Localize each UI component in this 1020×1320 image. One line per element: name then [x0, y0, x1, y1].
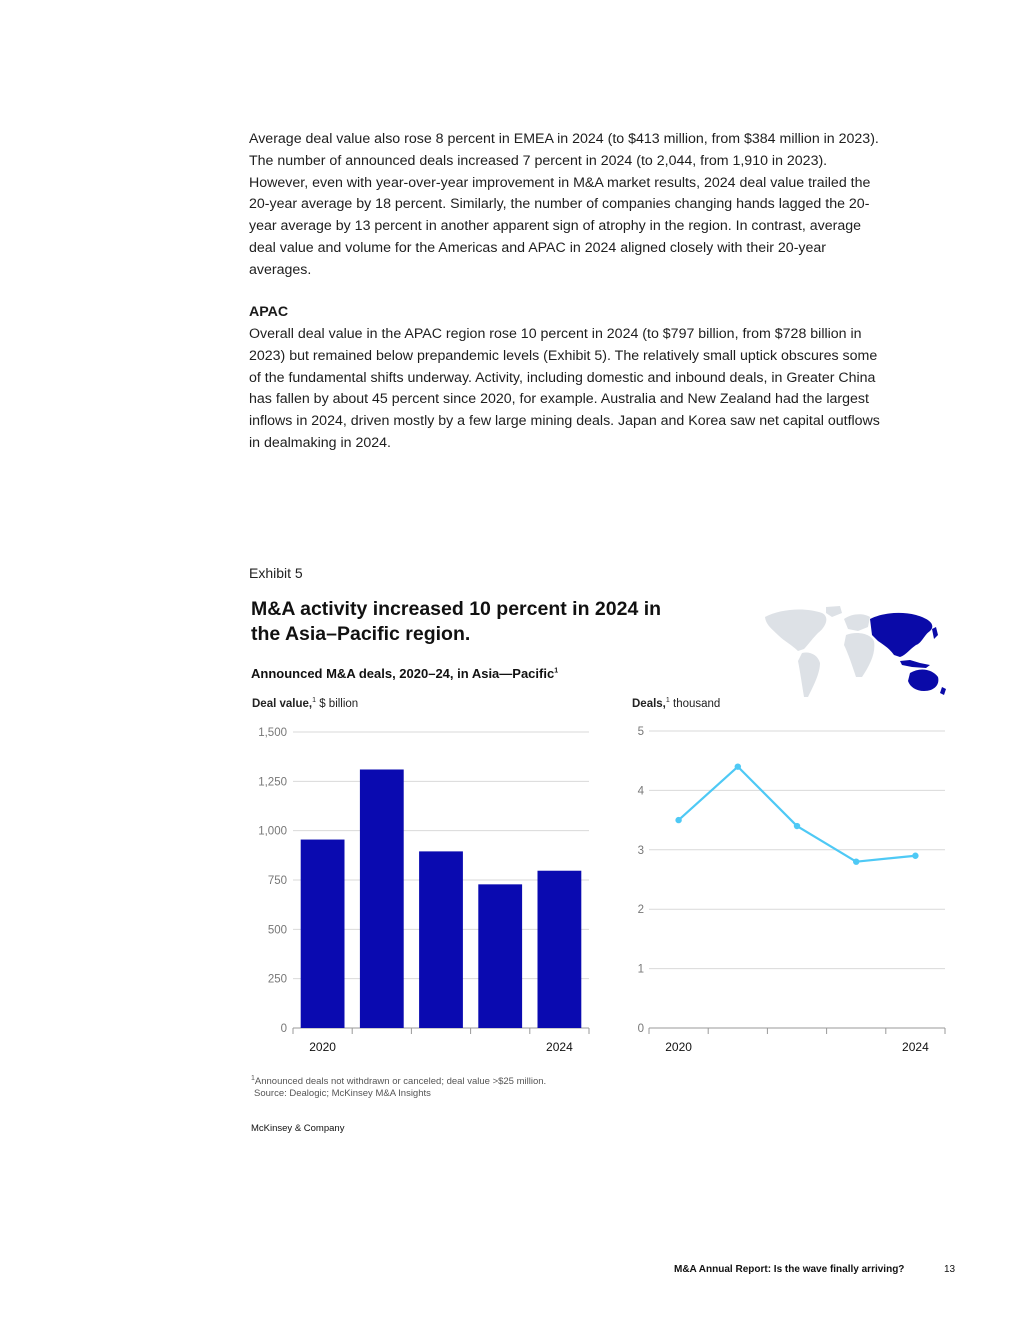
- deal-value-bar-2021: [360, 769, 404, 1028]
- map-asia: [870, 613, 932, 657]
- world-map-locator: [760, 605, 950, 700]
- deal-count-point-2020: [675, 817, 681, 823]
- deal-count-ytick-label: 1: [637, 963, 644, 976]
- deal-count-ytick-label: 2: [637, 904, 644, 917]
- deals-axis-title-bold: Deals,: [632, 698, 666, 710]
- deals-axis-footnote-mark: 1: [665, 697, 670, 705]
- deal-value-axis-unit: $ billion: [319, 698, 359, 710]
- map-australia: [908, 670, 938, 691]
- exhibit-subtitle: [251, 666, 558, 681]
- section-heading-apac: APAC: [249, 304, 289, 320]
- deal-value-ytick-label: 1,500: [258, 727, 287, 739]
- deal-value-ytick-label: 0: [280, 1023, 287, 1035]
- map-europe: [844, 614, 870, 631]
- deal-count-ytick-label: 4: [637, 785, 644, 798]
- deal-count-xtick-label: 2024: [902, 1040, 929, 1054]
- deal-value-xtick-label: 2020: [309, 1040, 336, 1054]
- footer-report-title: M&A Annual Report: Is the wave finally arriving?: [674, 1264, 905, 1275]
- deals-axis-title: [632, 698, 720, 710]
- footnote-note-line: [251, 1076, 546, 1088]
- deal-count-ytick-label: 3: [637, 844, 644, 857]
- deal-count-point-2021: [735, 763, 741, 769]
- deal-value-axis-footnote-mark: 1: [312, 697, 316, 705]
- deal-value-bar-2023: [478, 884, 522, 1028]
- deal-value-axis-title: [252, 698, 358, 710]
- deal-value-ytick-label: 250: [267, 973, 287, 986]
- deal-count-point-2024: [912, 853, 918, 859]
- deal-count-ytick-label: 5: [637, 726, 644, 738]
- footnote-mark: 1: [251, 1074, 255, 1082]
- footnote-note: Announced deals not withdrawn or canceled; deal value >$25 million.: [254, 1076, 547, 1087]
- deal-value-xtick-label: 2024: [546, 1040, 573, 1054]
- map-north-america: [765, 610, 826, 651]
- deal-count-point-2022: [794, 823, 800, 829]
- map-new-zealand: [940, 687, 946, 695]
- deal-value-bar-2020: [301, 840, 345, 1028]
- deal-value-ytick-label: 1,250: [258, 776, 287, 789]
- deal-count-series-line: [679, 767, 916, 862]
- map-indonesia: [900, 660, 930, 668]
- footnote-source: Source: Dealogic; McKinsey M&A Insights: [254, 1088, 431, 1099]
- page-number: 13: [944, 1264, 956, 1275]
- brand-name: McKinsey & Company: [251, 1123, 345, 1134]
- deal-count-line-chart: [625, 720, 955, 1060]
- deal-value-bar-2022: [419, 851, 463, 1028]
- exhibit-label: Exhibit 5: [249, 565, 303, 581]
- deal-value-bar-2024: [537, 871, 581, 1028]
- exhibit-footnote: [251, 1076, 546, 1100]
- map-apac-region: [870, 613, 946, 695]
- deal-count-point-2023: [853, 858, 859, 864]
- deal-value-ytick-label: 500: [267, 924, 287, 937]
- map-greenland: [826, 606, 842, 617]
- deal-count-xtick-label: 2020: [665, 1040, 692, 1054]
- deal-value-bar-chart: [245, 720, 600, 1060]
- map-africa: [844, 633, 874, 677]
- body-paragraph-emea: Average deal value also rose 8 percent in EMEA in 2024 (to $413 million, from $384 million in 2023). The number of announced deals increased 7 percent in 2024 (to 2,044, from 1,910 in 2023). However, even with year-over-year improvement in M&A market results, 2024 deal value trailed the 20-year average by 18 percent. Similarly, the number of companies changing hands lagged the 20-year average by 13 percent in another apparent sign of atrophy in the region. In contrast, average deal value and volume for the Americas and APAC in 2024 aligned closely with their 20-year averages.: [249, 131, 879, 278]
- deal-value-ytick-label: 1,000: [258, 825, 287, 838]
- map-japan: [932, 627, 938, 639]
- map-south-america: [798, 652, 820, 697]
- deals-axis-unit: thousand: [673, 698, 721, 710]
- deal-value-ytick-label: 750: [267, 875, 287, 887]
- body-paragraph-apac: Overall deal value in the APAC region rose 10 percent in 2024 (to $797 billion, from $728 billion in 2023) but remained below prepandemic levels (Exhibit 5). The relatively small uptick obscures some of the fundamental shifts underway. Activity, including domestic and inbound deals, in Greater China has fallen by about 45 percent since 2020, for example. Australia and New Zealand had the largest inflows in 2024, driven mostly by a few large mining deals. Japan and Korea saw net capital outflows in dealmaking in 2024.: [249, 326, 880, 451]
- map-base-landmasses: [765, 606, 874, 697]
- exhibit-subtitle-footnote-mark: 1: [554, 667, 559, 675]
- deal-value-axis-title-bold: Deal value,: [252, 698, 313, 710]
- deal-count-ytick-label: 0: [637, 1023, 644, 1035]
- exhibit-title: M&A activity increased 10 percent in 2024 in the Asia–Pacific region.: [251, 598, 662, 645]
- exhibit-subtitle-text: Announced M&A deals, 2020–24, in Asia—Pacific: [251, 666, 555, 681]
